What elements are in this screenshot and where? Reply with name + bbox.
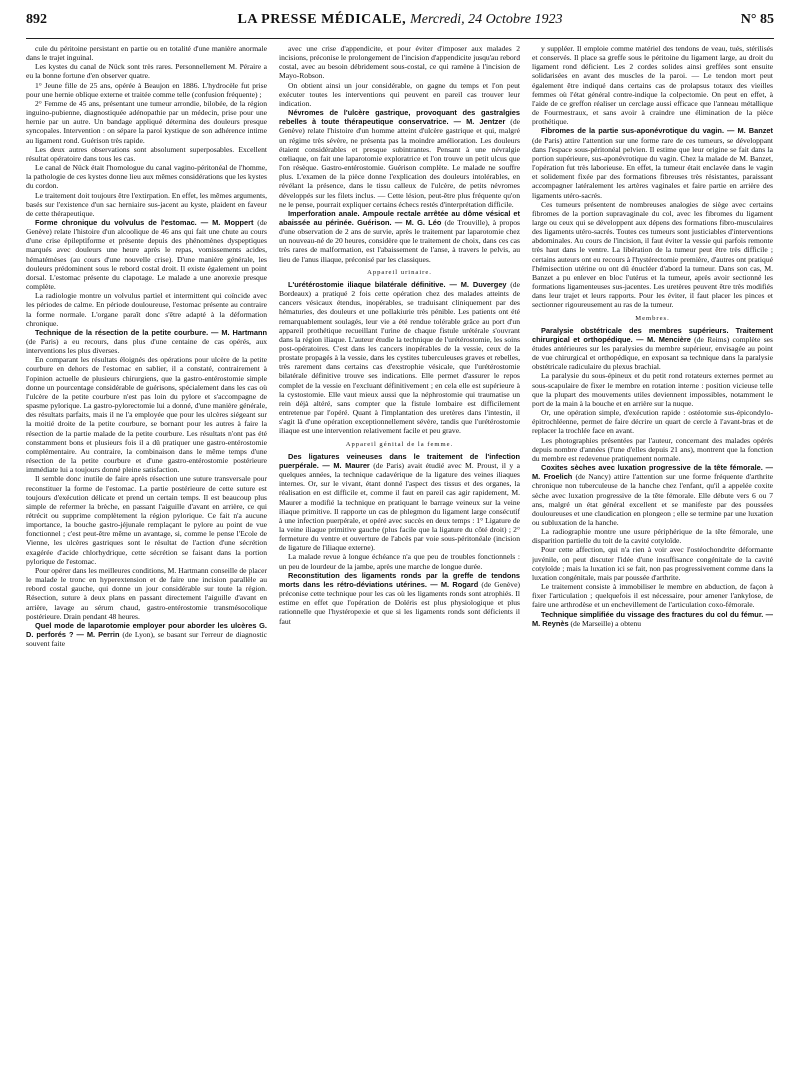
article-columns	[26, 44, 774, 1074]
body-paragraph: Le canal de Nück était l'homologue du canal vagino-péritonéal de l'homme, la pathologie de ces kystes donne lieu aux mêmes considérations que les kystes du cordon.	[26, 163, 267, 191]
report-paragraph	[26, 621, 267, 648]
page-number: 892	[26, 12, 47, 27]
journal-name: LA PRESSE MÉDICALE,	[237, 12, 407, 27]
report-paragraph	[279, 280, 520, 436]
body-paragraph: Pour opérer dans les meilleures conditions, M. Hartmann conseille de placer le malade le tronc en hyperextension et de faire une incision parallèle au rebord costal gauche, qui donne un jour considérable sur toute la région. Résection, suture à deux plans en passant directement l'aiguille d'avant en arrière, lavage au sérum chaud, gastro-entérostomie transmésocolique postérieure. Drain pendant 48 heures.	[26, 565, 267, 621]
body-paragraph: La radiographie montre une usure périphérique de la tête fémorale, une disparition partielle du toit de la cavité cotyloïde.	[532, 527, 773, 546]
report-title: Technique simplifiée du vissage des fractures du col du fémur. — M. Reynès	[532, 609, 773, 628]
body-paragraph: En comparant les résultats éloignés des opérations pour ulcère de la petite courbure en dehors de l'estomac en sablier, il a constaté, contrairement à l'opinion actuelle de plusieurs chirurgiens, que la gastro-entérostomie simple donne un pourcentage considérable de guérisons, spécialement dans les cas où l'ulcère de la petite courbure n'est pas loin du pylore et s'accompagne de spasme pylorique. La gastro-pylorectomie lui a donné, d'une manière générale, des résultats parfaits, mais il ne l'a employée que pour les ulcères siégeant sur la moitié droite de la petite courbure, se bornant pour les autres à faire la résection de la partie malade de la petite courbure. Les résultats n'ont pas été constamment bons et plusieurs fois il a dû pratiquer une gastro-entérostomie complémentaire. Au contraire, la combinaison dans le même temps d'une résection de la petite courbure et d'une gastro-entérostomie postérieure immédiate lui a toujours donné pleine satisfaction.	[26, 355, 267, 475]
body-paragraph: avec une crise d'appendicite, et pour éviter d'imposer aux malades 2 incisions, préconise le prolongement de l'incision d'appendicite jusqu'au rebord costal, avec au besoin débridement sous-costal, ce qui ramène à l'incision de Mayo-Robson.	[279, 44, 520, 81]
report-title: Névromes de l'ulcère gastrique, provoquant des gastralgies rebelles à toute thérapeutique conservatrice. — M. Jentzer	[279, 108, 520, 127]
report-body: (de Trouville), à propos d'une observation de 2 ans de survie, après le traitement par laparotomie chez un nouveau-né de 20 heures, considère que le traitement de choix, dans ces cas très rares de malformation, est l'abaissement de l'anse, à travers le pelvis, au lieu de l'anus iliaque, préconisé par les classiques.	[279, 217, 520, 264]
body-paragraph: La malade revue à longue échéance n'a que peu de troubles fonctionnels : un peu de lourdeur de la jambe, après une marche de longue durée.	[279, 552, 520, 571]
body-paragraph: La radiologie montre un volvulus partiel et intermittent qui coïncide avec les périodes de calme. En période douloureuse, l'estomac présente au contraire la forme normale. L'organe paraît donc s'être adapté à la déformation chronique.	[26, 291, 267, 328]
report-title: Quel mode de laparotomie employer pour aborder les ulcères G. D. perforés ? — M. Perrin	[26, 620, 267, 639]
report-title: Reconstitution des ligaments ronds par la greffe de tendons morts dans les rétro-déviations utérines. — M. Rogard	[279, 570, 520, 589]
running-title	[86, 12, 714, 28]
column-3	[532, 44, 773, 1074]
report-title: Des ligatures veineuses dans le traitement de l'infection puerpérale. — M. Maurer	[279, 451, 520, 470]
body-paragraph: Il semble donc inutile de faire après résection une suture transversale pour reconstituer la forme de l'estomac. La partie postérieure de cette suture est toujours d'exécution délicate et prend un certain temps. Il est beaucoup plus simple de refermer la brèche, en passant l'aiguille d'avant en arrière, ce qui rétrécit ou supprime complètement la région pylorique. Ce fait n'a aucune importance, la bouche gastro-jéjunale remplaçant le pylore au point de vue fonctionnel ; c'est peut-être même un avantage, si, comme le pense l'Ecole de Vienne, les ulcères gastriques sont le résultat de l'action d'une sécrétion exagérée d'acide chlorhydrique, cette sécrétion se faisant dans la portion pylorique de l'estomac.	[26, 474, 267, 566]
body-paragraph: 2° Femme de 45 ans, présentant une tumeur arrondie, bilobée, de la région inguino-pubienne, diagnostiquée adénopathie par un médecin, prise pour une hernie par un autre. Un bandage appliqué détermina des douleurs presque syncopales. Intervention : on sépare la paroi kystique de son adhérence intime au ligament rond. Guérison très rapide.	[26, 98, 267, 145]
body-paragraph: 1° Jeune fille de 25 ans, opérée à Beaujon en 1886. L'hydrocèle fut prise pour une hernie oblique externe et traitée comme telle (confusion fréquente) ;	[26, 80, 267, 99]
issue-date: Mercredi, 24 Octobre 1923	[410, 12, 563, 27]
report-body: (de Genève) relate l'histoire d'un alcoolique de 46 ans qui fait une chute au cours d'une crise épileptiforme et présente depuis des phénomènes dyspeptiques marqués avec douleurs une heure après le repas, vomissements acides, hématémèses (au cours d'une nouvelle crise). D'une manière générale, les douleurs prédominent sous le rebord costal droit. Il existe également un point dorsal. L'estomac présente du clapotage. Le malade a une anorexie presque complète.	[26, 217, 267, 292]
report-title: Forme chronique du volvulus de l'estomac. — M. Moppert	[35, 217, 254, 227]
report-title: Fibromes de la partie sus-aponévrotique du vagin. — M. Banzet	[541, 126, 773, 136]
body-paragraph: Le traitement doit toujours être l'extirpation. En effet, les mêmes arguments, basés sur l'existence d'un sac herniaire sus-jacent au kyste, plaident en faveur de cette thérapeutique.	[26, 190, 267, 218]
body-paragraph: On obtient ainsi un jour considérable, on gagne du temps et l'on peut exécuter toutes les interventions qui peuvent en pareil cas trouver leur indication.	[279, 80, 520, 108]
report-body: (de Genève) relate l'histoire d'un homme atteint d'ulcère gastrique et qui, malgré un régime très sévère, ne présenta pas la moindre amélioration. Les douleurs étaient considérables et presque subintrantes. Pensant à une névralgie cœliaque, on fait une laparotomie exploratrice et l'on trouve un petit ulcus que l'on résèque. Gastro-entérostomie. Guérison complète. Le malade ne souffre plus. L'examen de la pièce donne l'explication des douleurs intolérables, en révélant la présence, dans le tissu calleux de l'ulcère, de petits névromes développés sur les filets inclus. — Cette lésion, peut-être plus fréquente qu'on ne le pense, pourrait expliquer certains échecs restés d'interprétation difficile.	[279, 117, 520, 209]
issue-number: N° 85	[740, 12, 774, 27]
body-paragraph: Pour cette affection, qui n'a rien à voir avec l'ostéochondrite déformante juvénile, on peut discuter l'idée d'une insuffisance congénitale de la cavité cotyloïde ; mais la luxation ici se fait, non pas progressivement comme dans la luxation congénitale, mais par poussée d'arthrite.	[532, 545, 773, 582]
report-body: (de Paris) a eu recours, dans plus d'une centaine de cas opérés, aux interventions les plus diverses.	[26, 337, 267, 356]
column-1	[26, 44, 267, 1074]
body-paragraph: Les photographies présentées par l'auteur, concernant des malades opérés depuis nombre d'années (l'une d'elles depuis 21 ans), montrent que la fonction du membre est redevenue pratiquement normale.	[532, 435, 773, 463]
body-paragraph: Ces tumeurs présentent de nombreuses analogies de siège avec certains fibromes de la portion supravaginale du col, avec les fibromes du ligament large ou ceux qui se développent aux dépens des formations fibro-musculaires des ligaments utéro-sacrés. Toutes ces tumeurs sont justiciables d'interventions abdominales. Au cours de l'incision, il faut éviter la vessie qui parfois remonte très haut dans le ventre. La libération de la tumeur peut être très difficile ; certains auteurs ont eu recours à l'hystérectomie première, d'autres ont pratiqué l'hémisection utérine ou ont dû énucléer d'abord la tumeur. Dans son cas, M. Banzet a pu enlever en bloc l'utérus et la tumeur, après avoir sectionné les formations ligamenteuses sus-jacentes. Les uretères peuvent être très modifiés dans leur trajet et leurs rapports. Pour les éviter, il faut placer les pinces et sectionner rigoureusement au ras de la tumeur.	[532, 199, 773, 310]
report-paragraph	[279, 209, 520, 264]
body-paragraph: Or, une opération simple, d'exécution rapide : ostéotomie sus-épicondylo-épitrochléenne, permet de faire décrire un quart de cercle à l'avant-bras et de replacer la trochlée face en avant.	[532, 408, 773, 436]
body-paragraph: cule du péritoine persistant en partie ou en totalité d'une manière anormale dans le trajet inguinal.	[26, 44, 267, 63]
body-paragraph: Les deux autres observations sont absolument superposables. Excellent résultat opératoire dans tous les cas.	[26, 144, 267, 163]
body-paragraph: Les kystes du canal de Nück sont très rares. Personnellement M. Péraire a eu la bonne fortune d'en observer quatre.	[26, 62, 267, 81]
report-title: Coxites sèches avec luxation progressive de la tête fémorale. — M. Froelich	[532, 463, 773, 482]
report-body: (de Paris) avait étudié avec M. Proust, il y a quelques années, la technique cadavérique de la ligature des veines iliaques internes. Or, sur le vivant, étant donné l'aspect des tissus et des organes, la réalisation en est difficile et, comme il faut en pareil cas agir rapidement, M. Maurer a modifié la technique en pratiquant le barrage veineux sur la veine iliaque primitive. Il rapporte un cas de phlegmon du ligament large consécutif à une infection puerpérale, et opéré avec succès en deux temps : 1° Ligature de la veine iliaque primitive gauche (plus facile que la ligature du côté droit) ; 2° fermeture du ventre et ouverture de l'abcès par voie sous-péritonéale (incision de ligature de l'iliaque externe).	[279, 460, 520, 553]
report-body: (de Nancy) attire l'attention sur une forme fréquente d'arthrite chronique non tuberculeuse de la hanche chez l'enfant, qu'il a appelée coxite sèche avec luxation progressive de la tête fémorale. Elle débute vers 6 ou 7 ans, malgré un état général excellent et se manifeste par des poussées douloureuses et une claudication en plongeon ; elle se termine par une luxation ou subluxation de la hanche.	[532, 472, 773, 527]
report-body: (de Lyon), se basant sur l'erreur de diagnostic souvent faite	[26, 630, 267, 649]
report-paragraph	[26, 328, 267, 355]
column-2	[279, 44, 520, 1074]
report-title: Paralysie obstétricale des membres supérieurs. Traitement chirurgical et orthopédique. — M. Mencière	[532, 325, 773, 344]
report-body: (de Genève) préconise cette technique pour les cas où les ligaments ronds sont atrophiés. Il estime en effet que l'opération de Doléris est plus physiologique et plus rationnelle que l'hystéropexie et que si les ligaments ronds sont déficients il faut	[279, 579, 520, 626]
report-title: L'urétérostomie iliaque bilatérale définitive. — M. Duvergey	[288, 279, 507, 289]
report-body: (de Marseille) a obtenu	[568, 618, 642, 628]
report-paragraph	[279, 108, 520, 209]
report-body: (de Paris) attire l'attention sur une forme rare de ces tumeurs, se développant dans l'espace sous-péritonéal pelvien. Il estime que leur origine se fait dans la portion supérieure, sus-aponévrotique du vagin. Chez la malade de M. Banzet, l'opération fut très laborieuse. En effet, la tumeur était enclavée dans le vagin et solidement fixée par des formations fibreuses très résistantes, paraissant accompagner latéralement les artères vaginales et faire partie en arrière des ligaments utéro-sacrés.	[532, 135, 773, 200]
report-title: Technique de la résection de la petite courbure. — M. Hartmann	[35, 327, 267, 337]
report-paragraph	[532, 463, 773, 527]
body-paragraph: La paralysie du sous-épineux et du petit rond rotateurs externes permet au sous-scapulaire de fixer le membre en rotation interne : position vicieuse telle que la plupart des mouvements utiles deviennent impossibles, notamment le port de la main à la bouche et en arrière sur la nuque.	[532, 371, 773, 408]
report-body: (de Reims) complète ses études antérieures sur les paralysies du membre supérieur, envisagée au point de vue chirurgical et orthopédique, en exposant sa technique dans la paralysie obstétricale radiculaire du plexus brachial.	[532, 334, 773, 372]
report-title: Imperforation anale. Ampoule rectale arrêtée au dôme vésical et abaissée au périnée. Guérison. — M. G. Léo	[279, 208, 520, 227]
report-paragraph	[532, 610, 773, 628]
report-paragraph	[26, 218, 267, 291]
report-paragraph	[532, 126, 773, 199]
page-header	[26, 12, 774, 39]
report-paragraph	[532, 326, 773, 372]
body-paragraph: y suppléer. Il emploie comme matériel des tendons de veau, tués, stérilisés et conservés. Il place sa greffe sous le péritoine du ligament large, au droit du ligament rond déficient. Les 2 cordes solides ainsi greffées sont ensuite solidarisées en avant des muscles de la paroi. — Le tendon mort peut également être indiqué dans certains cas de prolapsus totaux des vieilles femmes où l'état général contre-indique la colpectomie. On peut en effet, à l'aide de ce greffon réaliser un cerclage aussi efficace que l'anneau métallique de Fourmestraux, et sans avoir à craindre une élimination de la pièce prothétique.	[532, 44, 773, 127]
report-paragraph	[279, 571, 520, 626]
section-heading: Appareil urinaire.	[367, 268, 432, 276]
section-heading: Appareil génital de la femme.	[345, 440, 454, 448]
report-paragraph	[279, 452, 520, 553]
report-body: (de Bordeaux) a pratiqué 2 fois cette opération chez des malades atteints de cancers vésicaux étendus, inopérables, se traduisant cliniquement par des hématuries, des douleurs et une pollakiurie très pénible. Les patients ont été remarquablement soulagés, leur vie a été rendue tolérable grâce au port d'un appareil prothétique recueillant l'urine de chaque fistule urétérale s'ouvrant dans la région iliaque. L'auteur étudie la technique de l'urétérostomie, les soins post-opératoires. C'est dans les cancers inopérables de la vessie, ceux de la prostate propagés à la vessie, dans les cystites tuberculeuses graves et rebelles, très rarement dans certains cas d'exstrophie vésicale, que l'urétérostomie bilatérale définitive trouve ses indications. Elle permet d'assurer le repos complet de la vessie en l'excluant définitivement ; en cela elle est supérieure à la cystostomie. Elle vaut mieux aussi que la néphrostomie qui traumatise un rein déjà altéré, sans compter que la fistule lombaire est difficilement entretenue par l'opéré. Quant à l'implantation des uretères dans l'intestin, il s'agit là d'une opération exceptionnellement sévère, tandis que l'urétérostomie iliaque est une intervention relativement facile et peu grave.	[279, 279, 520, 436]
section-heading: Membres.	[635, 314, 670, 322]
body-paragraph: Le traitement consiste à immobiliser le membre en abduction, de façon à fixer l'articulation ; quelquefois il est nécessaire, pour amener l'ankylose, de faire une arthrodèse et un enchevillement de l'articulation coxo-fémorale.	[532, 582, 773, 610]
